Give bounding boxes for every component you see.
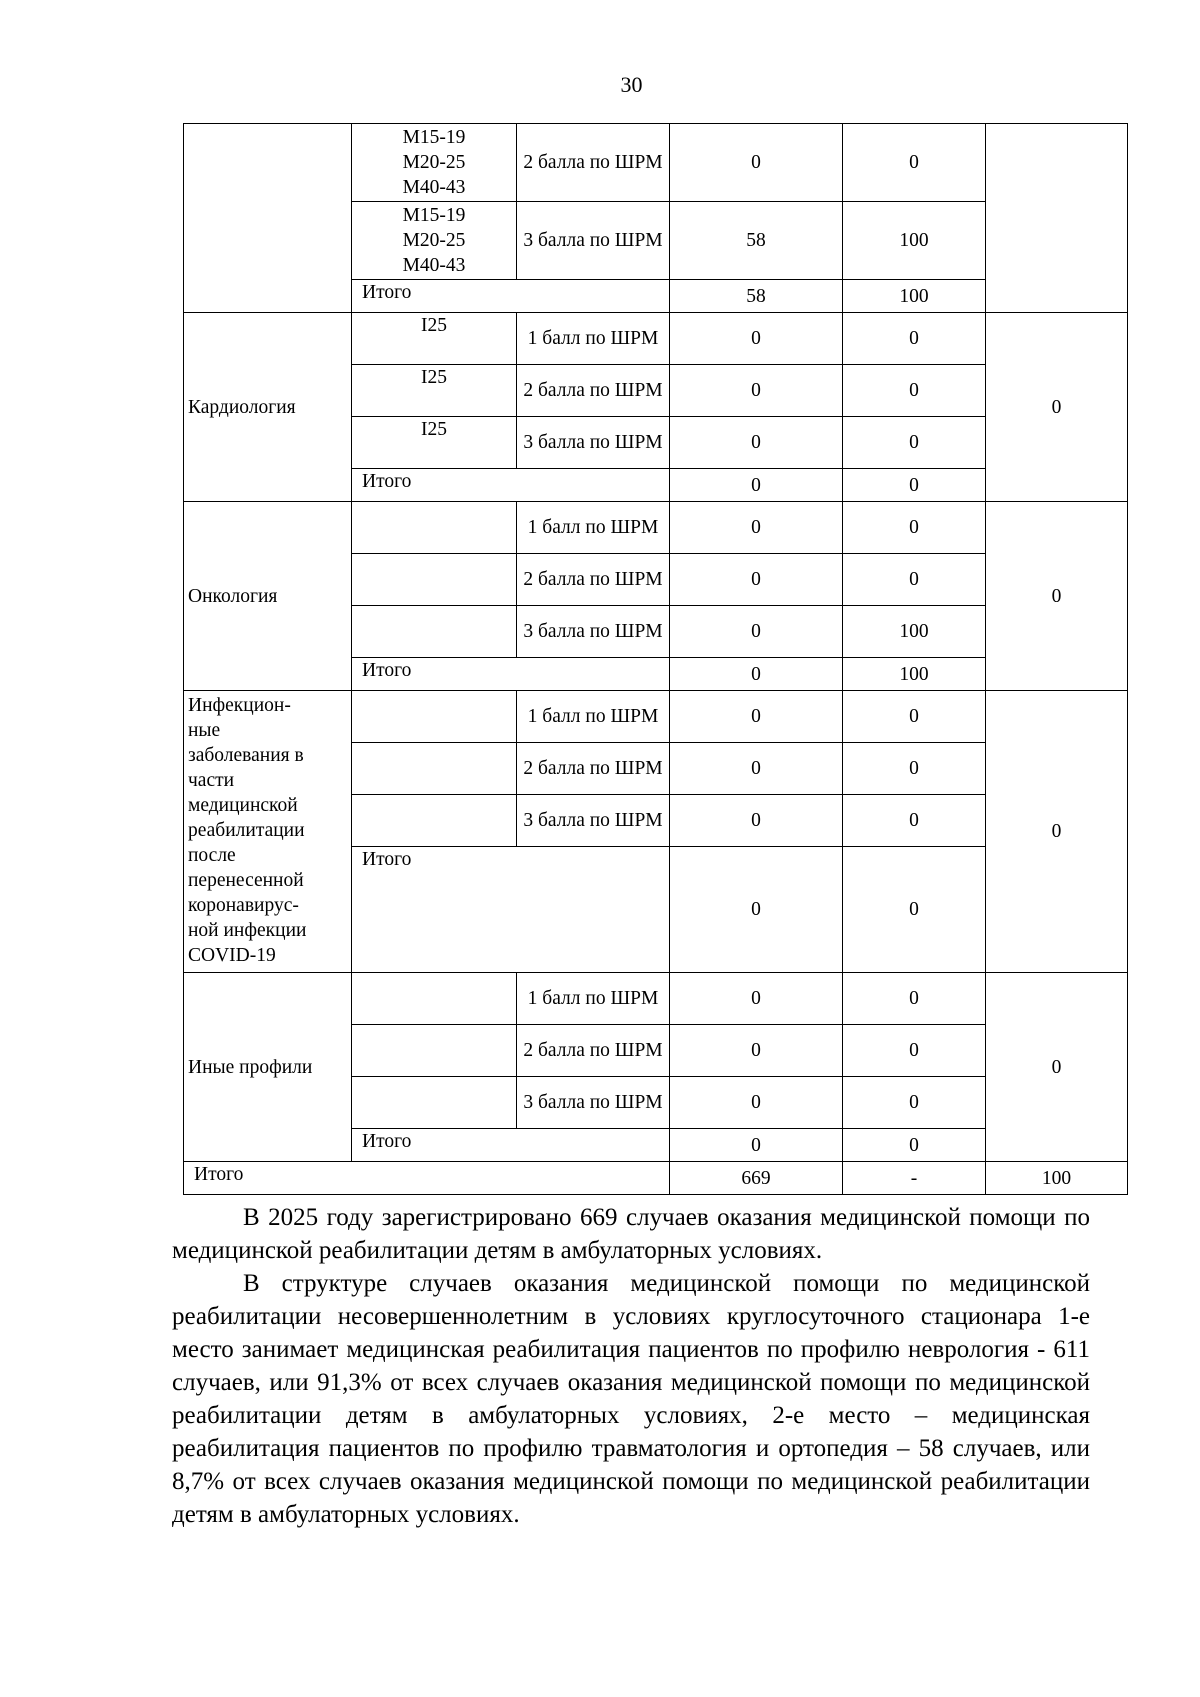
diagnosis-codes-cell: М15-19 М20-25 М40-43 [352, 202, 517, 280]
profile-cell: Иные профили [184, 973, 352, 1162]
value-a-cell: 58 [670, 202, 843, 280]
paragraph: В структуре случаев оказания медицинской помощи по медицинской реабилитации несовершеннолетним в условиях круглосуточного стационара 1-е место занимает медицинская реабилитация пациентов по профилю неврология - 611 случаев, или 91,3% от всех случаев оказания медицинской помощи по медицинской реабилитации детям в амбулаторных условиях, 2-е место – медицинская реабилитация пациентов по профилю травматология и ортопедия – 58 случаев, или 8,7% от всех случаев оказания медицинской помощи по медицинской реабилитации детям в амбулаторных условиях. [172, 1270, 1090, 1528]
score-cell: 3 балла по ШРМ [517, 202, 670, 280]
score-cell: 3 балла по ШРМ [517, 417, 670, 469]
value-b-cell: 0 [843, 1025, 986, 1077]
right-value-cell: 0 [986, 502, 1128, 691]
profile-cell-empty [184, 124, 352, 313]
score-cell: 1 балл по ШРМ [517, 313, 670, 365]
value-b-cell: 0 [843, 743, 986, 795]
diagnosis-code-cell [352, 691, 517, 743]
score-cell: 1 балл по ШРМ [517, 691, 670, 743]
total-b: 100 [843, 280, 986, 313]
table-row [184, 124, 1128, 202]
total-label: Итого [352, 280, 670, 313]
value-b-cell: 0 [843, 691, 986, 743]
value-b-cell: 0 [843, 795, 986, 847]
total-b: 0 [843, 847, 986, 973]
page-number: 30 [620, 72, 643, 97]
diagnosis-code-cell: I25 [352, 365, 517, 417]
value-a-cell: 0 [670, 313, 843, 365]
value-b-cell: 0 [843, 502, 986, 554]
profile-cell: Инфекцион- ные заболевания в части медицинской реабилитации после перенесенной коронавирус- ной инфекции COVID-19 [184, 691, 352, 973]
grand-total-row [184, 1162, 1128, 1195]
table-row [184, 502, 1128, 554]
value-b-cell: 0 [843, 554, 986, 606]
total-b: 0 [843, 1129, 986, 1162]
paragraph: В 2025 году зарегистрировано 669 случаев оказания медицинской помощи по медицинской реабилитации детям в амбулаторных условиях. [172, 1204, 1090, 1264]
total-b: 0 [843, 469, 986, 502]
score-cell: 3 балла по ШРМ [517, 795, 670, 847]
value-a-cell: 0 [670, 743, 843, 795]
value-a-cell: 0 [670, 606, 843, 658]
grand-total-c: 100 [986, 1162, 1128, 1195]
grand-total-label: Итого [184, 1162, 670, 1195]
right-cell-empty [986, 124, 1128, 313]
score-cell: 1 балл по ШРМ [517, 973, 670, 1025]
value-b-cell: 0 [843, 973, 986, 1025]
diagnosis-code-cell [352, 973, 517, 1025]
score-cell: 1 балл по ШРМ [517, 502, 670, 554]
score-cell: 2 балла по ШРМ [517, 1025, 670, 1077]
value-a-cell: 0 [670, 554, 843, 606]
diagnosis-code-cell [352, 606, 517, 658]
value-b-cell: 0 [843, 365, 986, 417]
diagnosis-code-cell [352, 1077, 517, 1129]
grand-total-a: 669 [670, 1162, 843, 1195]
value-a-cell: 0 [670, 1025, 843, 1077]
value-b-cell: 0 [843, 124, 986, 202]
score-cell: 2 балла по ШРМ [517, 365, 670, 417]
score-cell: 2 балла по ШРМ [517, 743, 670, 795]
right-value-cell: 0 [986, 973, 1128, 1162]
value-a-cell: 0 [670, 365, 843, 417]
profile-cell: Кардиология [184, 313, 352, 502]
score-cell: 2 балла по ШРМ [517, 554, 670, 606]
table-row [184, 973, 1128, 1025]
total-a: 0 [670, 847, 843, 973]
diagnosis-code-cell [352, 743, 517, 795]
table-row [184, 691, 1128, 743]
value-a-cell: 0 [670, 417, 843, 469]
table-row [184, 313, 1128, 365]
diagnosis-code-cell [352, 502, 517, 554]
total-label: Итого [352, 658, 670, 691]
value-a-cell: 0 [670, 1077, 843, 1129]
value-a-cell: 0 [670, 973, 843, 1025]
value-a-cell: 0 [670, 124, 843, 202]
value-b-cell: 100 [843, 606, 986, 658]
total-label: Итого [352, 469, 670, 502]
diagnosis-code-cell [352, 795, 517, 847]
total-b: 100 [843, 658, 986, 691]
profile-cell: Онкология [184, 502, 352, 691]
value-a-cell: 0 [670, 795, 843, 847]
value-a-cell: 0 [670, 691, 843, 743]
body-text [172, 1201, 1090, 1531]
total-label: Итого [352, 1129, 670, 1162]
rehab-cases-table [183, 123, 1128, 1195]
right-value-cell: 0 [986, 691, 1128, 973]
total-a: 0 [670, 469, 843, 502]
total-label: Итого [352, 847, 670, 973]
diagnosis-code-cell: I25 [352, 313, 517, 365]
value-b-cell: 0 [843, 1077, 986, 1129]
score-cell: 2 балла по ШРМ [517, 124, 670, 202]
diagnosis-code-cell [352, 1025, 517, 1077]
value-b-cell: 100 [843, 202, 986, 280]
right-value-cell: 0 [986, 313, 1128, 502]
value-a-cell: 0 [670, 502, 843, 554]
total-a: 0 [670, 1129, 843, 1162]
total-a: 58 [670, 280, 843, 313]
diagnosis-code-cell [352, 554, 517, 606]
total-a: 0 [670, 658, 843, 691]
diagnosis-codes-cell: М15-19 М20-25 М40-43 [352, 124, 517, 202]
value-b-cell: 0 [843, 313, 986, 365]
value-b-cell: 0 [843, 417, 986, 469]
grand-total-b: - [843, 1162, 986, 1195]
score-cell: 3 балла по ШРМ [517, 606, 670, 658]
score-cell: 3 балла по ШРМ [517, 1077, 670, 1129]
diagnosis-code-cell: I25 [352, 417, 517, 469]
